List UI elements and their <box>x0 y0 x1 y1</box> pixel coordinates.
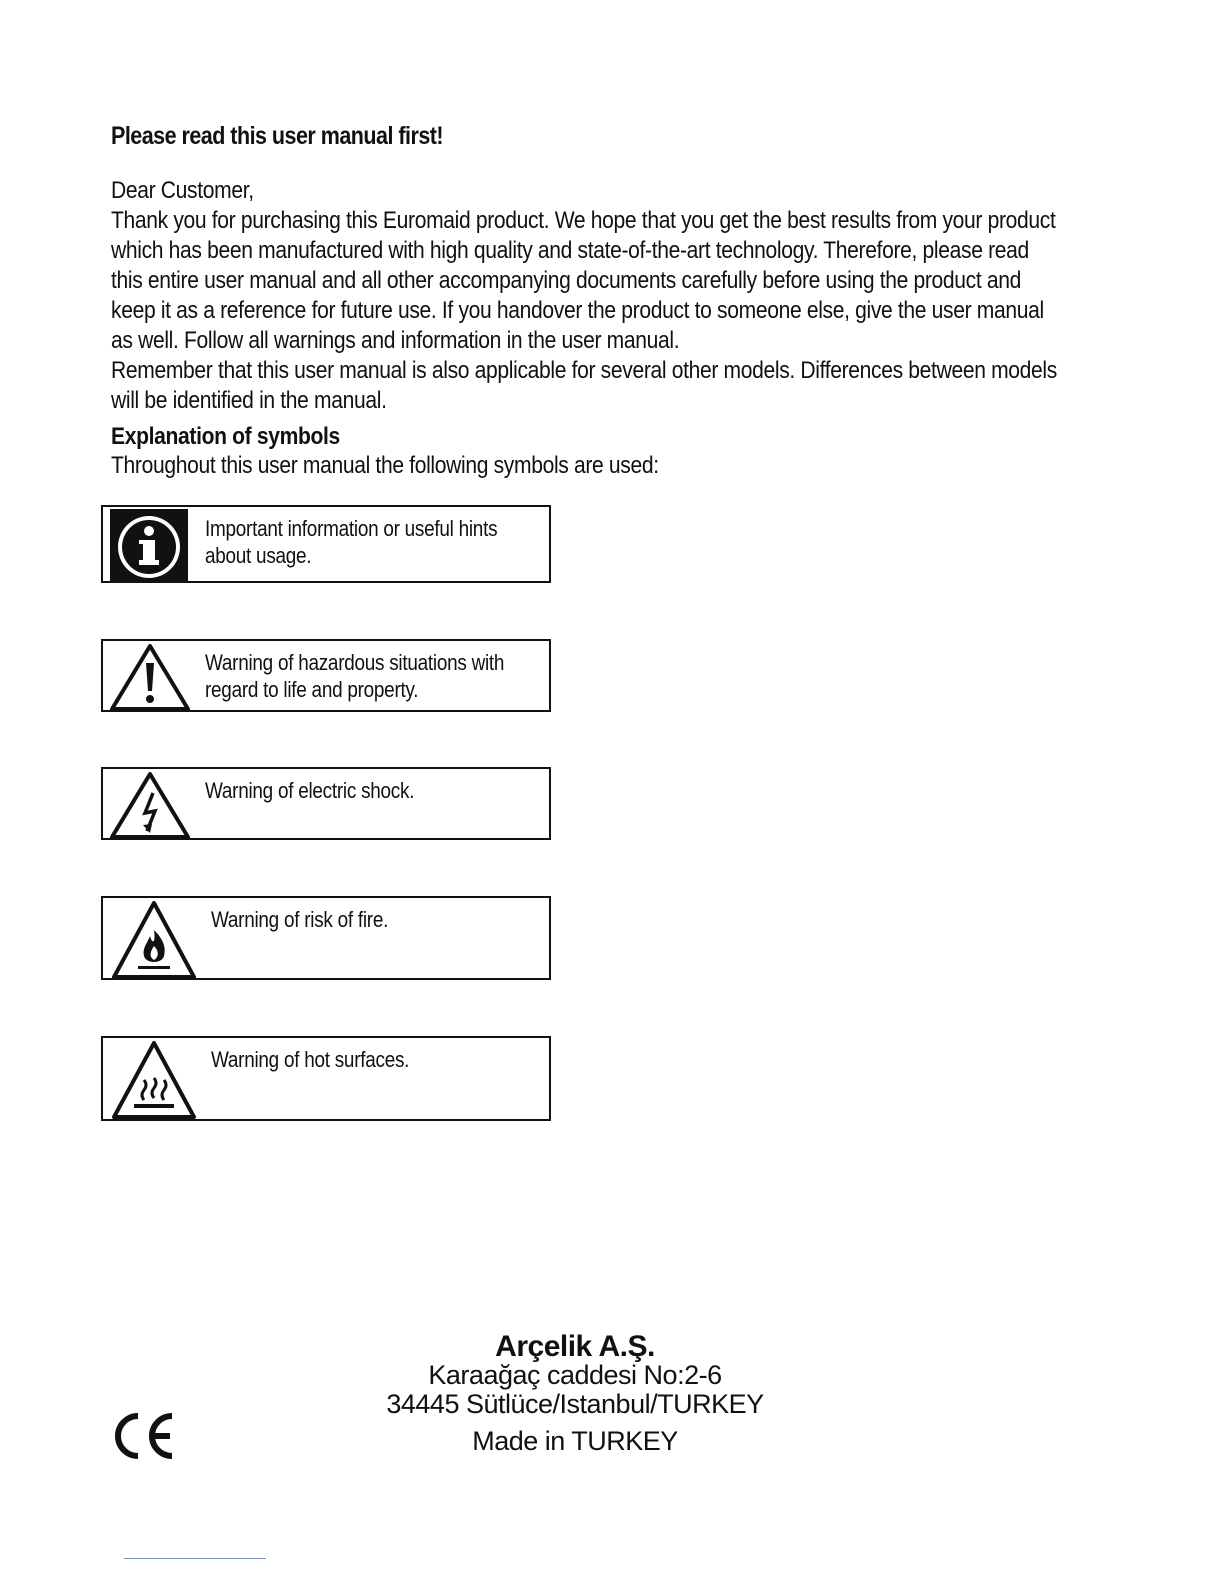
ce-mark-icon <box>110 1412 176 1465</box>
paragraph-line: which has been manufactured with high quality and state-of-the-art technology. Therefore, please read <box>111 237 1029 264</box>
salutation: Dear Customer, <box>111 177 254 204</box>
hot-surface-icon <box>110 1040 198 1125</box>
symbol-electric-box <box>101 767 551 840</box>
footer-rule <box>124 1558 266 1559</box>
info-icon <box>110 509 188 588</box>
manufacturer-address <box>375 1332 775 1456</box>
paragraph-line: as well. Follow all warnings and information in the user manual. <box>111 327 680 354</box>
manufacturer-city: 34445 Sütlüce/Istanbul/TURKEY <box>386 1389 764 1419</box>
paragraph-line: Remember that this user manual is also applicable for several other models. Differences between models <box>111 357 1057 384</box>
symbol-fire-box <box>101 896 551 980</box>
manufacturer-street: Karaağaç caddesi No:2-6 <box>428 1360 722 1390</box>
made-in-label: Made in TURKEY <box>472 1426 678 1456</box>
symbol-description: Warning of hazardous situations with regard to life and property. <box>205 650 505 702</box>
page-title: Please read this user manual first! <box>111 122 444 150</box>
symbol-hazard-box <box>101 639 551 712</box>
symbol-description: Warning of risk of fire. <box>211 907 389 932</box>
paragraph-line: will be identified in the manual. <box>111 387 387 414</box>
paragraph-line: this entire user manual and all other accompanying documents carefully before using the product and <box>111 267 1021 294</box>
symbol-hot-surface-box <box>101 1036 551 1121</box>
symbols-intro: Throughout this user manual the following symbols are used: <box>111 452 659 479</box>
manufacturer-name: Arçelik A.Ş. <box>495 1330 655 1363</box>
electric-shock-icon <box>110 771 194 844</box>
symbol-description: Warning of electric shock. <box>205 778 415 803</box>
paragraph-line: keep it as a reference for future use. If you handover the product to someone else, give the user manual <box>111 297 1044 324</box>
intro-text <box>111 176 1091 416</box>
hazard-warning-icon <box>110 643 194 716</box>
symbols-heading: Explanation of symbols <box>111 423 340 450</box>
symbol-description: Important information or useful hints about usage. <box>205 516 498 568</box>
fire-risk-icon <box>110 900 198 985</box>
symbol-description: Warning of hot surfaces. <box>211 1047 410 1072</box>
symbol-info-box <box>101 505 551 583</box>
paragraph-line: Thank you for purchasing this Euromaid product. We hope that you get the best results from your product <box>111 207 1056 234</box>
